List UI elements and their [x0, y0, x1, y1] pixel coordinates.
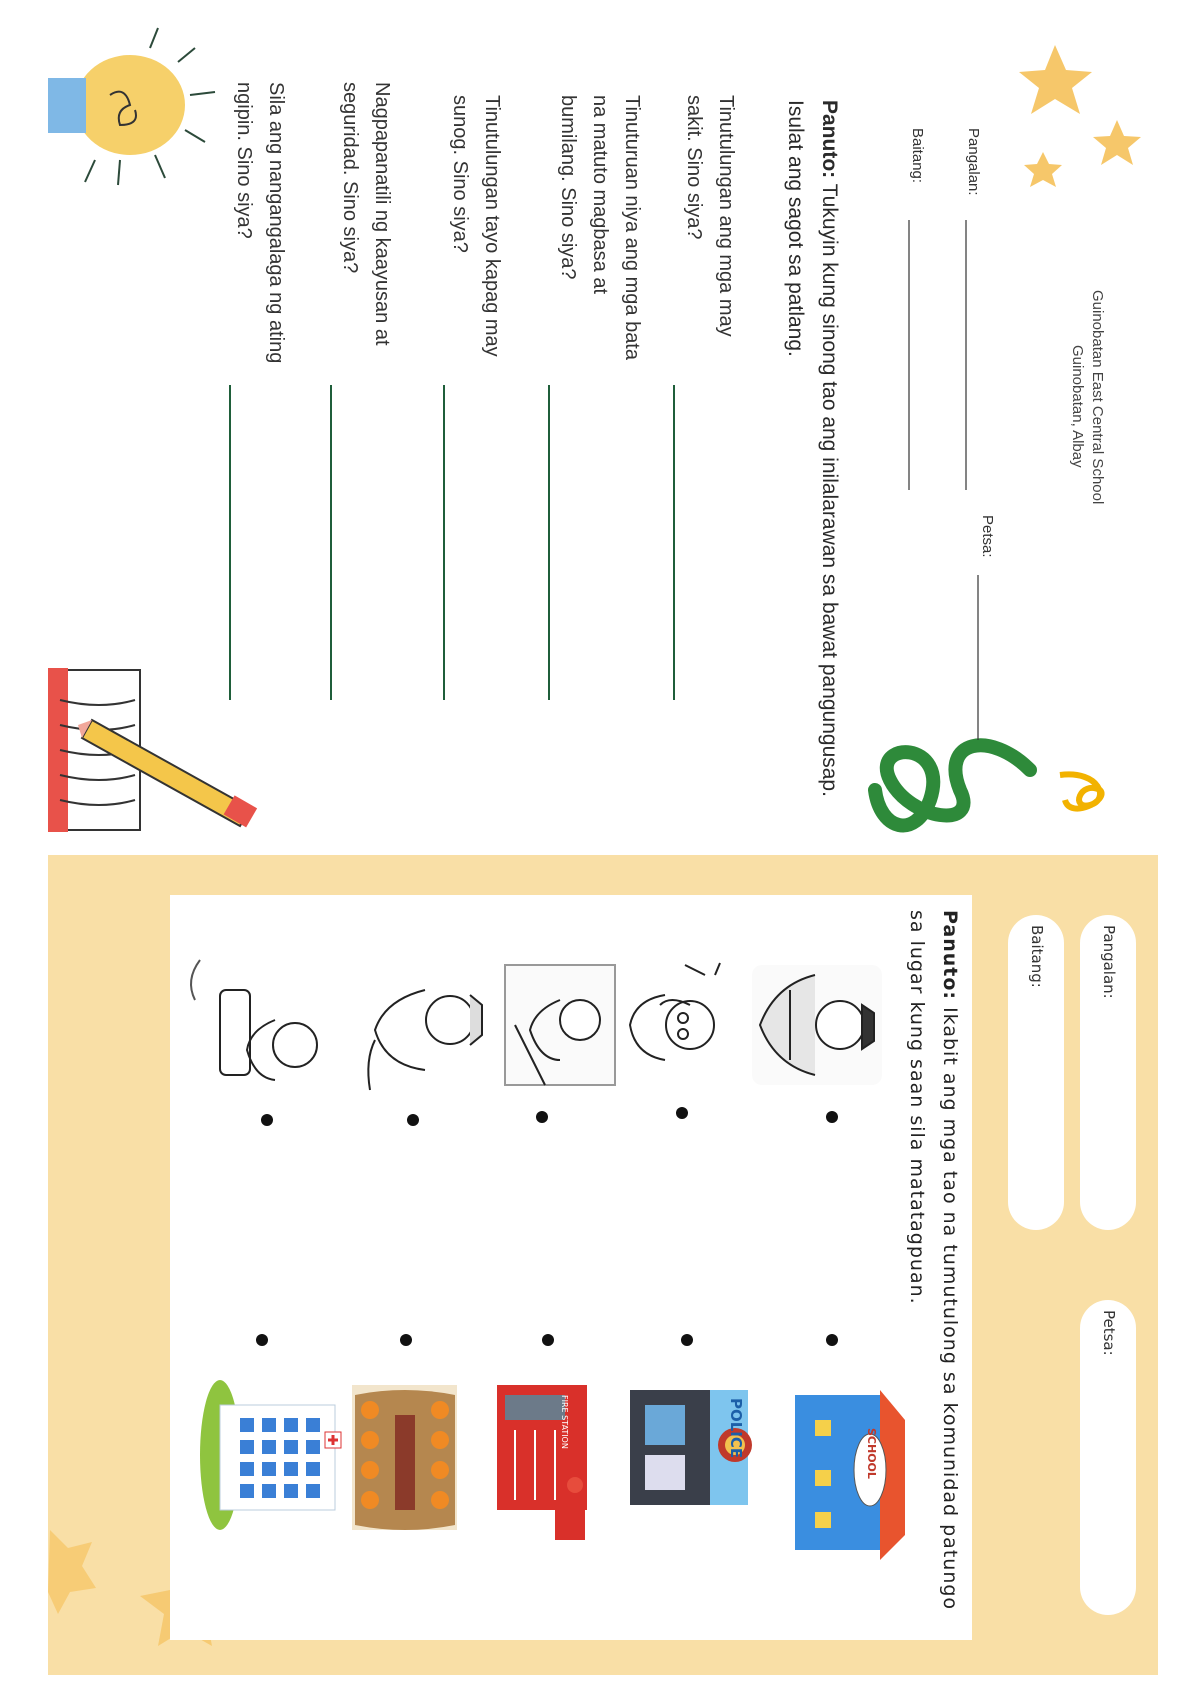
star-icon	[1019, 45, 1092, 114]
dot-left-4	[407, 1114, 419, 1126]
question-2: Tinuturuan niya ang mga bata na matuto magbasa at bumilang. Sino siya?	[557, 95, 643, 360]
dot-left-3	[536, 1111, 548, 1123]
school-location: Guinobatan, Albay	[1069, 345, 1086, 468]
police-officer-image	[752, 965, 882, 1085]
instructions-1	[778, 100, 846, 820]
school-name: Guinobatan East Central School	[1089, 290, 1106, 505]
teacher-image	[505, 965, 615, 1085]
grade-label: Baitang:	[909, 128, 926, 184]
question-5: Sila ang nangangalaga ng ating ngipin. Sino siya?	[233, 82, 287, 364]
notebook-pencil-icon	[48, 668, 257, 832]
school-building-image	[795, 1390, 905, 1560]
star-icon	[1093, 120, 1141, 165]
police-sign: POLICE	[727, 1398, 745, 1459]
name-label-2: Pangalan:	[1100, 925, 1118, 999]
instruction-text-2: Ikabit ang mga tao na tumutulong sa komunidad patungo sa lugar kung saan sila matatagpuan.	[906, 910, 961, 1611]
grade-label-2: Baitang:	[1028, 925, 1046, 988]
lightbulb-icon	[48, 28, 215, 185]
instruction-text-1: Tukuyin kung sinong tao ang inilalarawan sa bawat pangungusap. Isulat ang sagot sa patlang.	[784, 100, 841, 797]
dot-right-2	[681, 1334, 693, 1346]
green-scribble-icon	[875, 745, 1102, 825]
fire-station-sign: FIRE STATION	[560, 1395, 569, 1449]
instruction-label-1: Panuto:	[818, 100, 841, 179]
dot-right-4	[400, 1334, 412, 1346]
instructions-2	[900, 910, 966, 1630]
question-1: Tinutulungan ang mga may sakit. Sino siya?	[683, 95, 737, 337]
market-stall-image	[352, 1385, 457, 1530]
dot-left-5	[261, 1114, 273, 1126]
school-sign: SCHOOL	[865, 1428, 878, 1479]
question-4: Nagpapanatili ng kaayusan at seguridad. Sino siya?	[339, 82, 393, 346]
date-label-2: Petsa:	[1100, 1310, 1118, 1356]
dot-right-1	[826, 1334, 838, 1346]
dot-right-3	[542, 1334, 554, 1346]
answer-lines	[230, 385, 674, 700]
instruction-label-2: Panuto:	[939, 910, 961, 1001]
dot-right-5	[256, 1334, 268, 1346]
date-label: Petsa:	[979, 515, 996, 558]
dot-left-1	[826, 1111, 838, 1123]
star-icon	[1024, 152, 1062, 187]
dot-left-2	[676, 1107, 688, 1119]
name-label: Pangalan:	[965, 128, 982, 196]
question-3: Tinutulungan tayo kapag may sunog. Sino siya?	[449, 95, 503, 357]
